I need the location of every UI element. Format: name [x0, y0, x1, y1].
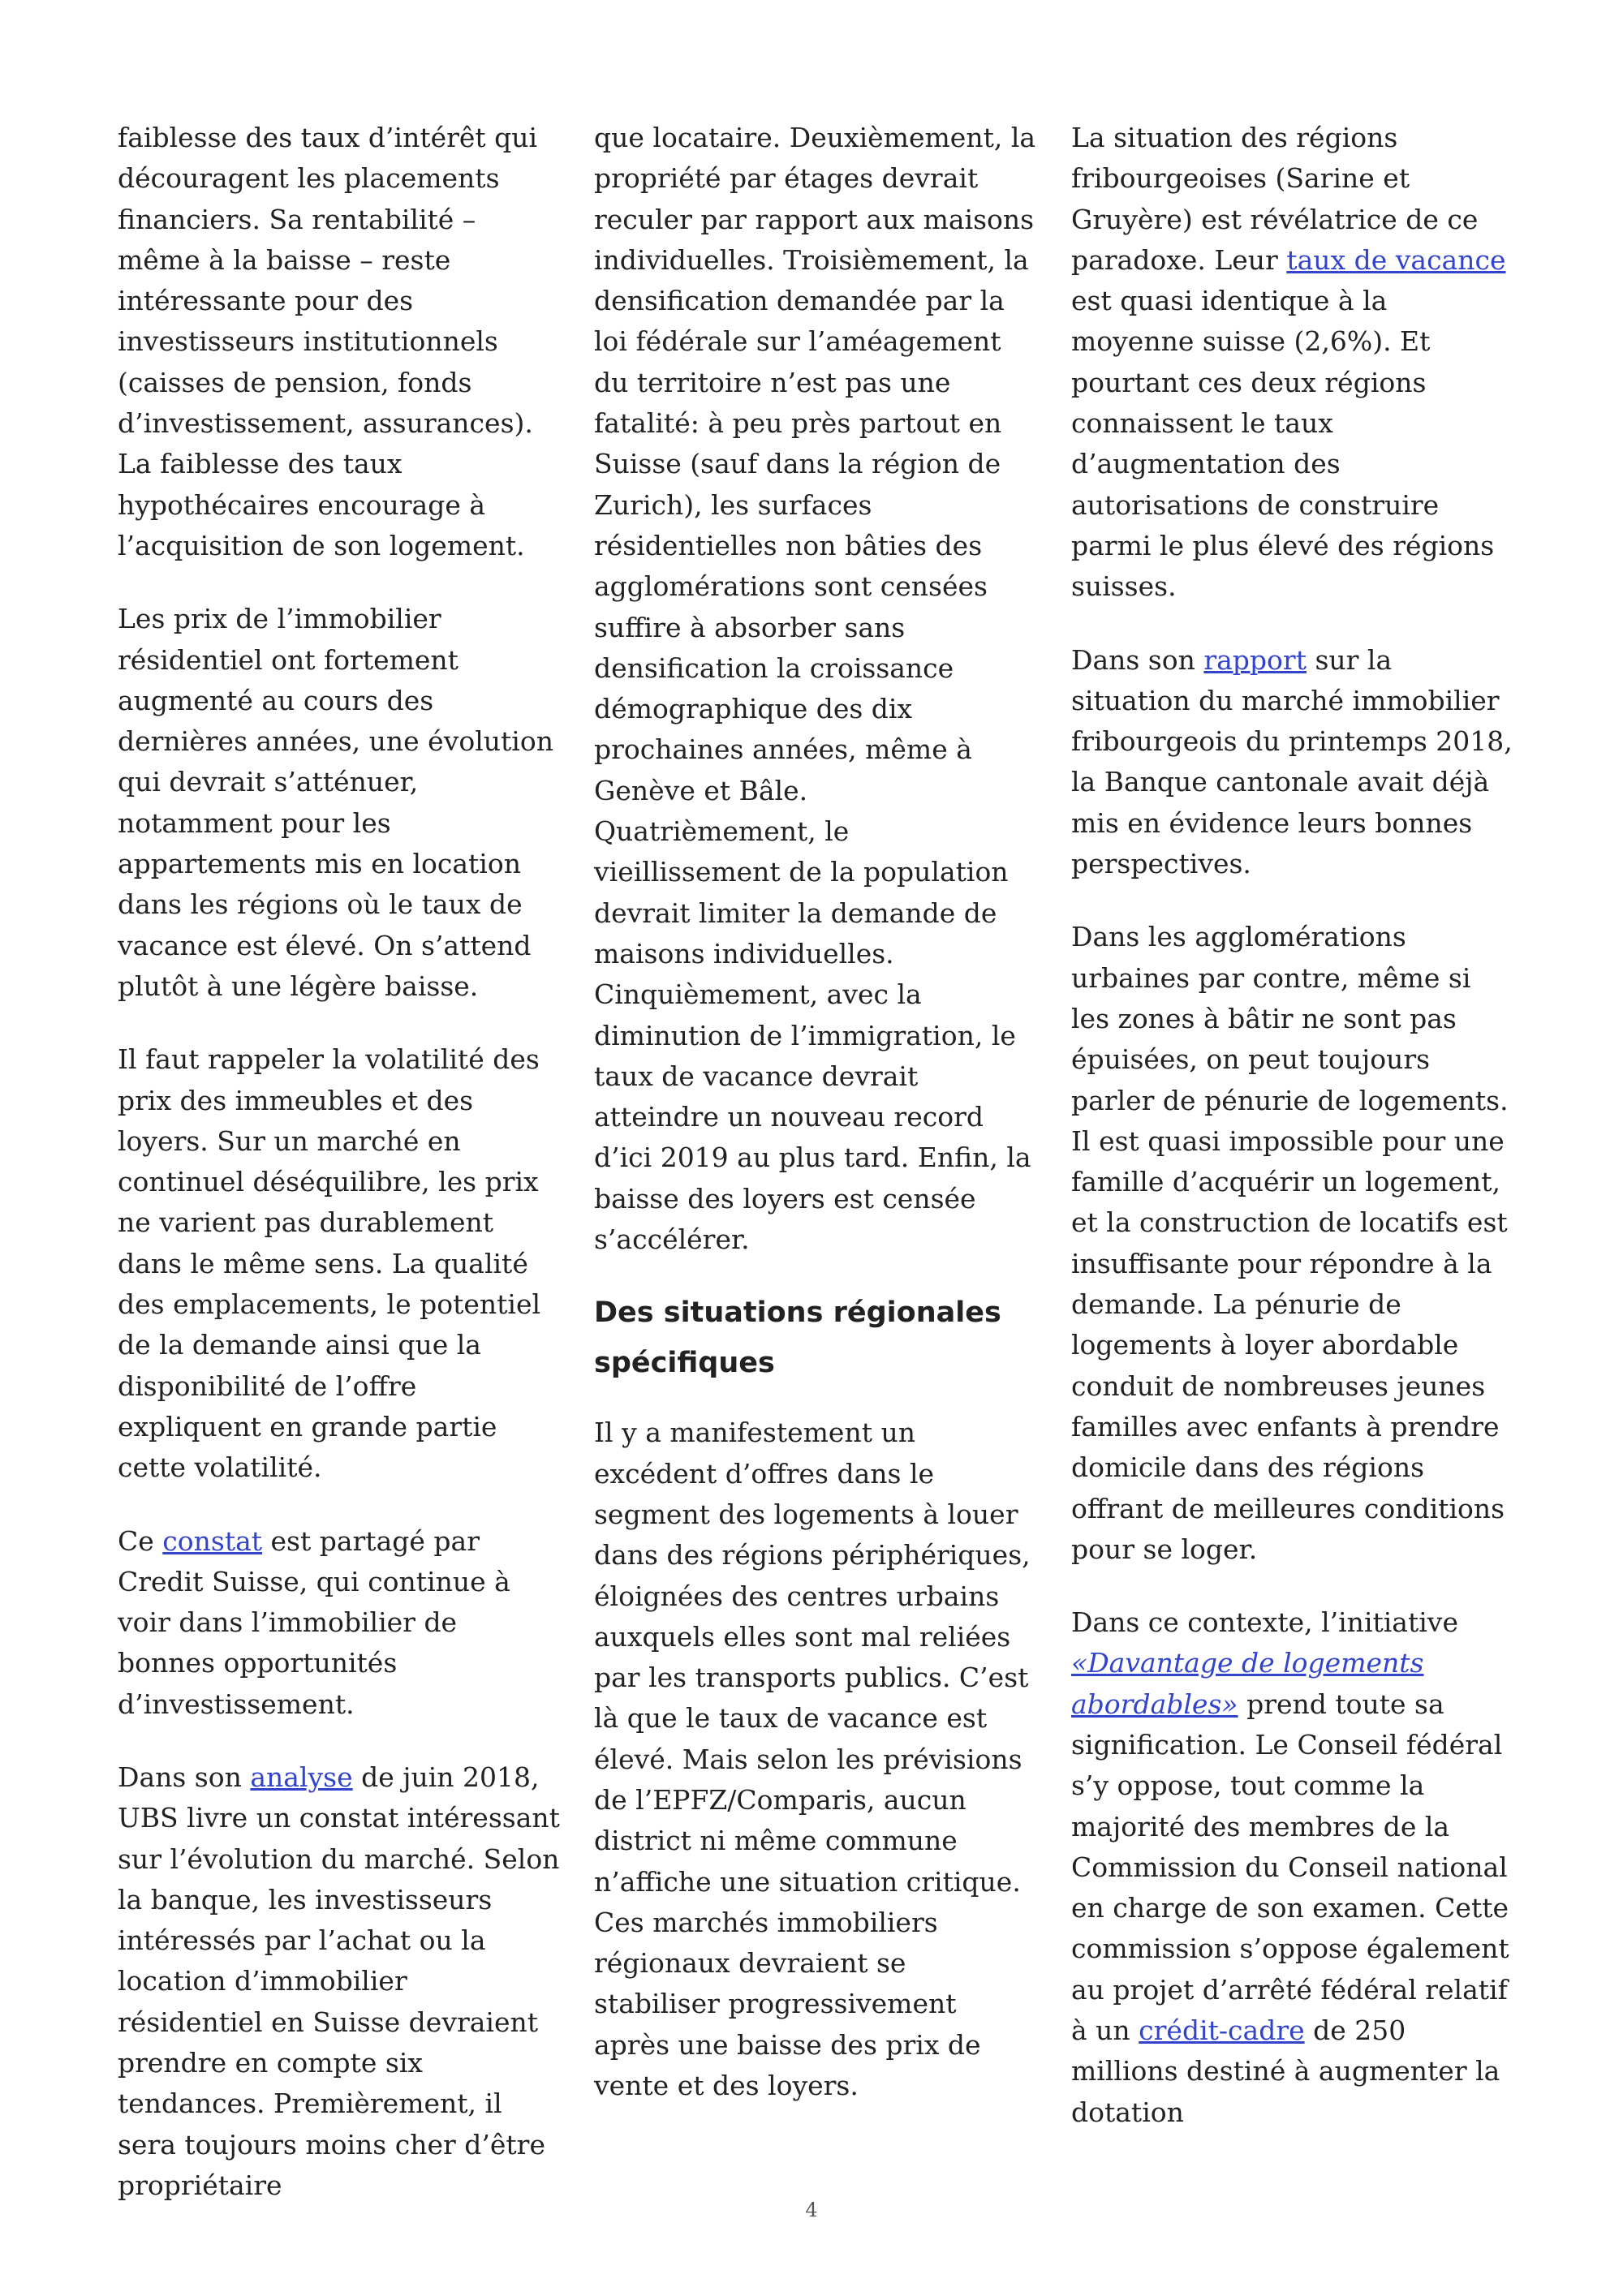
paragraph: faiblesse des taux d’intérêt qui découragent les placements financiers. Sa rentabilité – même à la baisse – reste intéressante pour des investisseurs institutionnels (caisses de pension, fonds d’investissement, assurances). La faiblesse des taux hypothécaires encourage à l’acquisition de son logement.	[118, 122, 538, 561]
page-number: 4	[805, 2199, 818, 2221]
paragraph	[118, 1521, 560, 1725]
column-1	[118, 118, 560, 2206]
paragraph	[1071, 1602, 1513, 2133]
paragraph: Il y a manifestement un excédent d’offres dans le segment des logements à louer dans des régions périphériques, éloignées des centres urbains auxquels elles sont mal reliées par les transports publics. C’est là que le taux de vacance est élevé. Mais selon les prévisions de l’EPFZ/Comparis, aucun district ni même commune n’affiche une situation critique. Ces marchés immobiliers régionaux devraient se stabiliser progressivement après une baisse des prix de vente et des loyers.	[594, 1417, 1031, 2102]
text-run: Dans son	[1071, 643, 1204, 676]
section-heading: Des situations régionales spécifiques	[594, 1296, 1001, 1380]
column-3	[1071, 118, 1513, 2133]
text-run: est partagé par Credit Suisse, qui continue à voir dans l’immobilier de bonnes opportunités d’investissement.	[118, 1524, 510, 1720]
analyse-link[interactable]: analyse	[250, 1761, 353, 1793]
paragraph	[1071, 640, 1513, 885]
initiative-link[interactable]: «Davantage de logements abordables»	[1071, 1647, 1424, 1720]
paragraph	[118, 1757, 560, 2206]
constat-link[interactable]: constat	[162, 1524, 263, 1557]
text-run: sur la situation du marché immobilier fribourgeois du printemps 2018, la Banque cantonale avait déjà mis en évidence leurs bonnes perspectives.	[1071, 643, 1513, 880]
credit-cadre-link[interactable]: crédit-cadre	[1139, 2014, 1305, 2047]
text-run: de 250 millions destiné à augmenter la dotation	[1071, 2014, 1500, 2128]
taux-de-vacance-link[interactable]: taux de vacance	[1286, 243, 1506, 276]
text-run: Dans ce contexte, l’initiative	[1071, 1606, 1458, 1639]
text-run: est quasi identique à la moyenne suisse (2,6%). Et pourtant ces deux régions connaissent le taux d’augmentation des autorisations de construire parmi le plus élevé des régions suisses.	[1071, 285, 1495, 603]
column-2	[594, 118, 1036, 2139]
paragraph: Dans les agglomérations urbaines par contre, même si les zones à bâtir ne sont pas épuisées, on peut toujours parler de pénurie de logements. Il est quasi impossible pour une famille d’acquérir un logement, et la construction de locatifs est insuffisante pour répondre à la demande. La pénurie de logements à loyer abordable conduit de nombreuses jeunes familles avec enfants à prendre domicile dans des régions offrant de meilleures conditions pour se loger.	[1071, 921, 1509, 1565]
text-run: de juin 2018, UBS livre un constat intéressant sur l’évolution du marché. Selon la banque, les investisseurs intéressés par l’achat ou la location d’immobilier résidentiel en Suisse devraient prendre en compte six tendances. Premièrement, il sera toujours moins cher d’être propriétaire	[118, 1761, 560, 2201]
text-run: La situation des régions fribourgeoises (Sarine et Gruyère) est révélatrice de ce paradoxe. Leur	[1071, 122, 1479, 276]
text-run: prend toute sa signification. Le Conseil fédéral s’y oppose, tout comme la majorité des membres de la Commission du Conseil national en charge de son examen. Cette commission s’oppose également au projet d’arrêté fédéral relatif à un	[1071, 1688, 1509, 2047]
paragraph: Il faut rappeler la volatilité des prix des immeubles et des loyers. Sur un marché en continuel déséquilibre, les prix ne varient pas durablement dans le même sens. La qualité des emplacements, le potentiel de la demande ainsi que la disponibilité de l’offre expliquent en grande partie cette volatilité.	[118, 1043, 541, 1484]
paragraph	[1071, 118, 1513, 608]
text-run: Ce	[118, 1524, 163, 1557]
text-run: Dans son	[118, 1761, 251, 1793]
paragraph: que locataire. Deuxièmement, la propriété par étages devrait reculer par rapport aux maisons individuelles. Troisièmement, la densification demandée par la loi fédérale sur l’améagement du territoire n’est pas une fatalité: à peu près partout en Suisse (sauf dans la région de Zurich), les surfaces résidentielles non bâties des agglomérations sont censées suffire à absorber sans densification la croissance démographique des dix prochaines années, même à Genève et Bâle. Quatrièmement, le vieillissement de la population devrait limiter la demande de maisons individuelles. Cinquièmement, avec la diminution de l’immigration, le taux de vacance devrait atteindre un nouveau record d’ici 2019 au plus tard. Enfin, la baisse des loyers est censée s’accélérer.	[594, 122, 1036, 1256]
rapport-link[interactable]: rapport	[1203, 643, 1307, 676]
paragraph: Les prix de l’immobilier résidentiel ont fortement augmenté au cours des dernières années, une évolution qui devrait s’atténuer, notamment pour les appartements mis en location dans les régions où le taux de vacance est élevé. On s’attend plutôt à une légère baisse.	[118, 603, 553, 1002]
